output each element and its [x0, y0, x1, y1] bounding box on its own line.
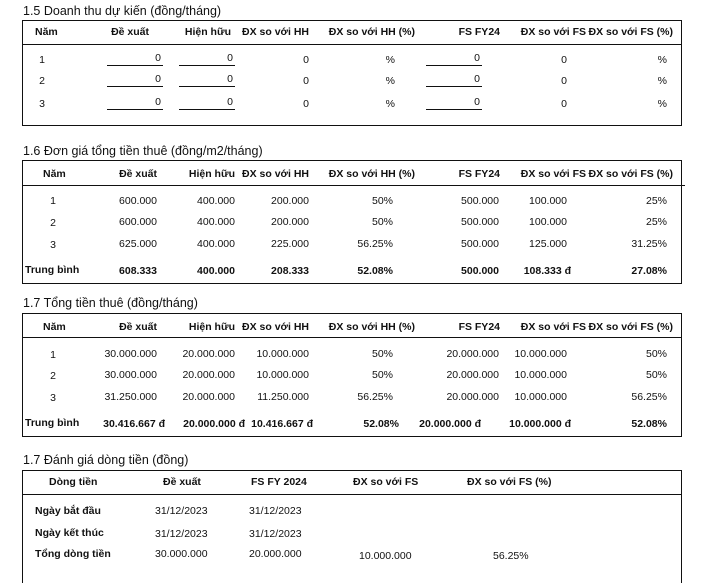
proposed-value: 31.250.000 [104, 391, 157, 403]
col-header-proposed: Đề xuất [111, 26, 149, 38]
dx-vs-fs-value: 0 [561, 75, 567, 87]
fs-total-cashflow: 20.000.000 [249, 548, 302, 560]
average-label: Trung bình [25, 417, 80, 429]
dx-vs-fs-value: 125.000 [529, 238, 567, 250]
proposed-average: 608.333 [119, 265, 157, 277]
proposed-value: 600.000 [119, 216, 157, 228]
proposed-value: 30.000.000 [104, 369, 157, 381]
section-title-cashflow: 1.7 Đánh giá dòng tiền (đồng) [23, 453, 189, 467]
existing-value: 400.000 [197, 195, 235, 207]
end-date-label: Ngày kết thúc [35, 527, 104, 539]
col-header-dx-vs-hh: ĐX so với HH [242, 168, 309, 180]
col-header-dx-vs-hh-pct: ĐX so với HH (%) [328, 168, 415, 180]
dx-vs-fs-value: 10.000.000 [514, 391, 567, 403]
dx-vs-hh-value: 0 [303, 75, 309, 87]
dx-vs-fs-average: 10.000.000 đ [509, 418, 571, 430]
dx-vs-fs-pct-value: 50% [645, 348, 667, 360]
table-header [23, 21, 681, 45]
dx-vs-fs-value: 0 [561, 98, 567, 110]
fs-value: 20.000.000 [446, 369, 499, 381]
table-header [23, 314, 681, 338]
fs-value: 500.000 [461, 195, 499, 207]
year-cell: 2 [39, 75, 45, 87]
col-header-fs-fy2024: FS FY 2024 [251, 476, 307, 488]
dx-vs-hh-pct-value: 50% [371, 369, 393, 381]
dx-vs-fs-total: 10.000.000 [359, 550, 412, 562]
col-header-existing: Hiện hữu [184, 26, 231, 38]
existing-input[interactable]: 0 [179, 52, 235, 66]
dx-vs-fs-value: 10.000.000 [514, 369, 567, 381]
section-title-unit-price: 1.6 Đơn giá tổng tiền thuê (đồng/m2/tháng) [23, 144, 263, 158]
col-header-dx-vs-fs: ĐX so với FS [520, 26, 586, 38]
col-header-dx-vs-fs-pct: ĐX so với FS (%) [588, 26, 673, 38]
proposed-input[interactable]: 0 [107, 73, 163, 87]
total-cashflow-label: Tổng dòng tiền [35, 548, 111, 560]
existing-value: 400.000 [197, 216, 235, 228]
col-header-year: Năm [43, 321, 66, 333]
col-header-dx-vs-fs: ĐX so với FS [520, 168, 586, 180]
dx-vs-hh-pct-value: % [385, 75, 395, 87]
dx-vs-hh-average: 208.333 [271, 265, 309, 277]
year-cell: 2 [50, 370, 56, 382]
dx-vs-fs-pct-total: 56.25% [493, 550, 529, 562]
proposed-value: 600.000 [119, 195, 157, 207]
col-header-proposed: Đề xuất [119, 168, 157, 180]
average-label: Trung bình [25, 264, 80, 276]
dx-vs-hh-average: 10.416.667 đ [251, 418, 313, 430]
dx-vs-fs-pct-value: 31.25% [631, 238, 667, 250]
fs-average: 20.000.000 đ [419, 418, 481, 430]
dx-vs-fs-pct-value: 56.25% [631, 391, 667, 403]
existing-average: 400.000 [197, 265, 235, 277]
col-header-proposed: Đề xuất [119, 321, 157, 333]
col-header-fs-fy24: FS FY24 [458, 26, 500, 38]
dx-vs-fs-value: 100.000 [529, 216, 567, 228]
col-header-dx-vs-fs-pct: ĐX so với FS (%) [588, 168, 673, 180]
dx-vs-hh-value: 0 [303, 98, 309, 110]
dx-vs-hh-pct-value: 56.25% [357, 238, 393, 250]
col-header-dx-vs-fs: ĐX so với FS [520, 321, 586, 333]
col-header-year: Năm [35, 26, 58, 38]
proposed-input[interactable]: 0 [107, 96, 163, 110]
fs-value: 500.000 [461, 238, 499, 250]
total-rent-table [22, 313, 682, 437]
proposed-start-date: 31/12/2023 [155, 505, 208, 517]
dx-vs-fs-value: 100.000 [529, 195, 567, 207]
col-header-existing: Hiện hữu [188, 321, 235, 333]
existing-value: 20.000.000 [182, 348, 235, 360]
proposed-value: 625.000 [119, 238, 157, 250]
section-title-total-rent: 1.7 Tổng tiền thuê (đồng/tháng) [23, 296, 198, 310]
dx-vs-fs-pct-average: 52.08% [631, 418, 667, 430]
dx-vs-fs-pct-average: 27.08% [631, 265, 667, 277]
fs-input[interactable]: 0 [426, 73, 482, 87]
dx-vs-fs-pct-value: 25% [645, 195, 667, 207]
existing-value: 20.000.000 [182, 391, 235, 403]
year-cell: 3 [39, 98, 45, 110]
proposed-input[interactable]: 0 [107, 52, 163, 66]
section-title-revenue: 1.5 Doanh thu dự kiến (đồng/tháng) [23, 4, 222, 18]
dx-vs-fs-value: 0 [561, 54, 567, 66]
fs-end-date: 31/12/2023 [249, 528, 302, 540]
year-cell: 1 [39, 54, 45, 66]
dx-vs-hh-pct-average: 52.08% [357, 265, 393, 277]
col-header-dx-vs-hh-pct: ĐX so với HH (%) [328, 321, 415, 333]
year-cell: 3 [50, 392, 56, 404]
dx-vs-hh-pct-value: % [385, 98, 395, 110]
dx-vs-hh-pct-value: 50% [371, 348, 393, 360]
dx-vs-hh-pct-value: % [385, 54, 395, 66]
dx-vs-fs-average: 108.333 đ [523, 265, 571, 277]
existing-value: 400.000 [197, 238, 235, 250]
dx-vs-hh-pct-value: 56.25% [357, 391, 393, 403]
dx-vs-hh-pct-value: 50% [371, 195, 393, 207]
existing-value: 20.000.000 [182, 369, 235, 381]
col-header-dx-vs-fs-pct: ĐX so với FS (%) [467, 476, 552, 488]
fs-start-date: 31/12/2023 [249, 505, 302, 517]
start-date-label: Ngày bắt đầu [35, 505, 101, 517]
col-header-cashflow: Dòng tiền [49, 476, 98, 488]
dx-vs-fs-pct-value: % [657, 75, 667, 87]
year-cell: 2 [50, 217, 56, 229]
header-divider [23, 185, 685, 186]
proposed-end-date: 31/12/2023 [155, 528, 208, 540]
col-header-year: Năm [43, 168, 66, 180]
existing-input[interactable]: 0 [179, 96, 235, 110]
fs-average: 500.000 [461, 265, 499, 277]
dx-vs-hh-value: 10.000.000 [256, 348, 309, 360]
dx-vs-hh-value: 11.250.000 [257, 391, 309, 403]
existing-average: 20.000.000 đ [183, 418, 245, 430]
fs-value: 500.000 [461, 216, 499, 228]
col-header-dx-vs-hh: ĐX so với HH [242, 26, 309, 38]
col-header-dx-vs-hh: ĐX so với HH [242, 321, 309, 333]
col-header-dx-vs-fs: ĐX so với FS [353, 476, 419, 488]
dx-vs-hh-pct-value: 50% [371, 216, 393, 228]
dx-vs-hh-value: 200.000 [271, 195, 309, 207]
existing-input[interactable]: 0 [179, 73, 235, 87]
dx-vs-hh-pct-average: 52.08% [363, 418, 399, 430]
col-header-dx-vs-hh-pct: ĐX so với HH (%) [328, 26, 415, 38]
dx-vs-fs-pct-value: 50% [645, 369, 667, 381]
fs-value: 20.000.000 [446, 348, 499, 360]
year-cell: 1 [50, 195, 56, 207]
dx-vs-fs-pct-value: % [657, 98, 667, 110]
proposed-average: 30.416.667 đ [103, 418, 165, 430]
year-cell: 3 [50, 239, 56, 251]
dx-vs-hh-value: 200.000 [271, 216, 309, 228]
dx-vs-fs-value: 10.000.000 [514, 348, 567, 360]
col-header-proposed: Đề xuất [163, 476, 201, 488]
proposed-total-cashflow: 30.000.000 [155, 548, 208, 560]
dx-vs-fs-pct-value: 25% [645, 216, 667, 228]
unit-price-table [22, 160, 682, 284]
col-header-existing: Hiện hữu [188, 168, 235, 180]
fs-value: 20.000.000 [446, 391, 499, 403]
fs-input[interactable]: 0 [426, 96, 482, 110]
col-header-fs-fy24: FS FY24 [458, 168, 500, 180]
col-header-fs-fy24: FS FY24 [458, 321, 500, 333]
fs-input[interactable]: 0 [426, 52, 482, 66]
table-header [23, 161, 681, 184]
table-header [23, 471, 681, 495]
proposed-value: 30.000.000 [104, 348, 157, 360]
dx-vs-hh-value: 0 [303, 54, 309, 66]
revenue-table [22, 20, 682, 126]
cashflow-table [22, 470, 682, 583]
dx-vs-hh-value: 10.000.000 [256, 369, 309, 381]
dx-vs-fs-pct-value: % [657, 54, 667, 66]
year-cell: 1 [50, 349, 56, 361]
dx-vs-hh-value: 225.000 [271, 238, 309, 250]
col-header-dx-vs-fs-pct: ĐX so với FS (%) [588, 321, 673, 333]
